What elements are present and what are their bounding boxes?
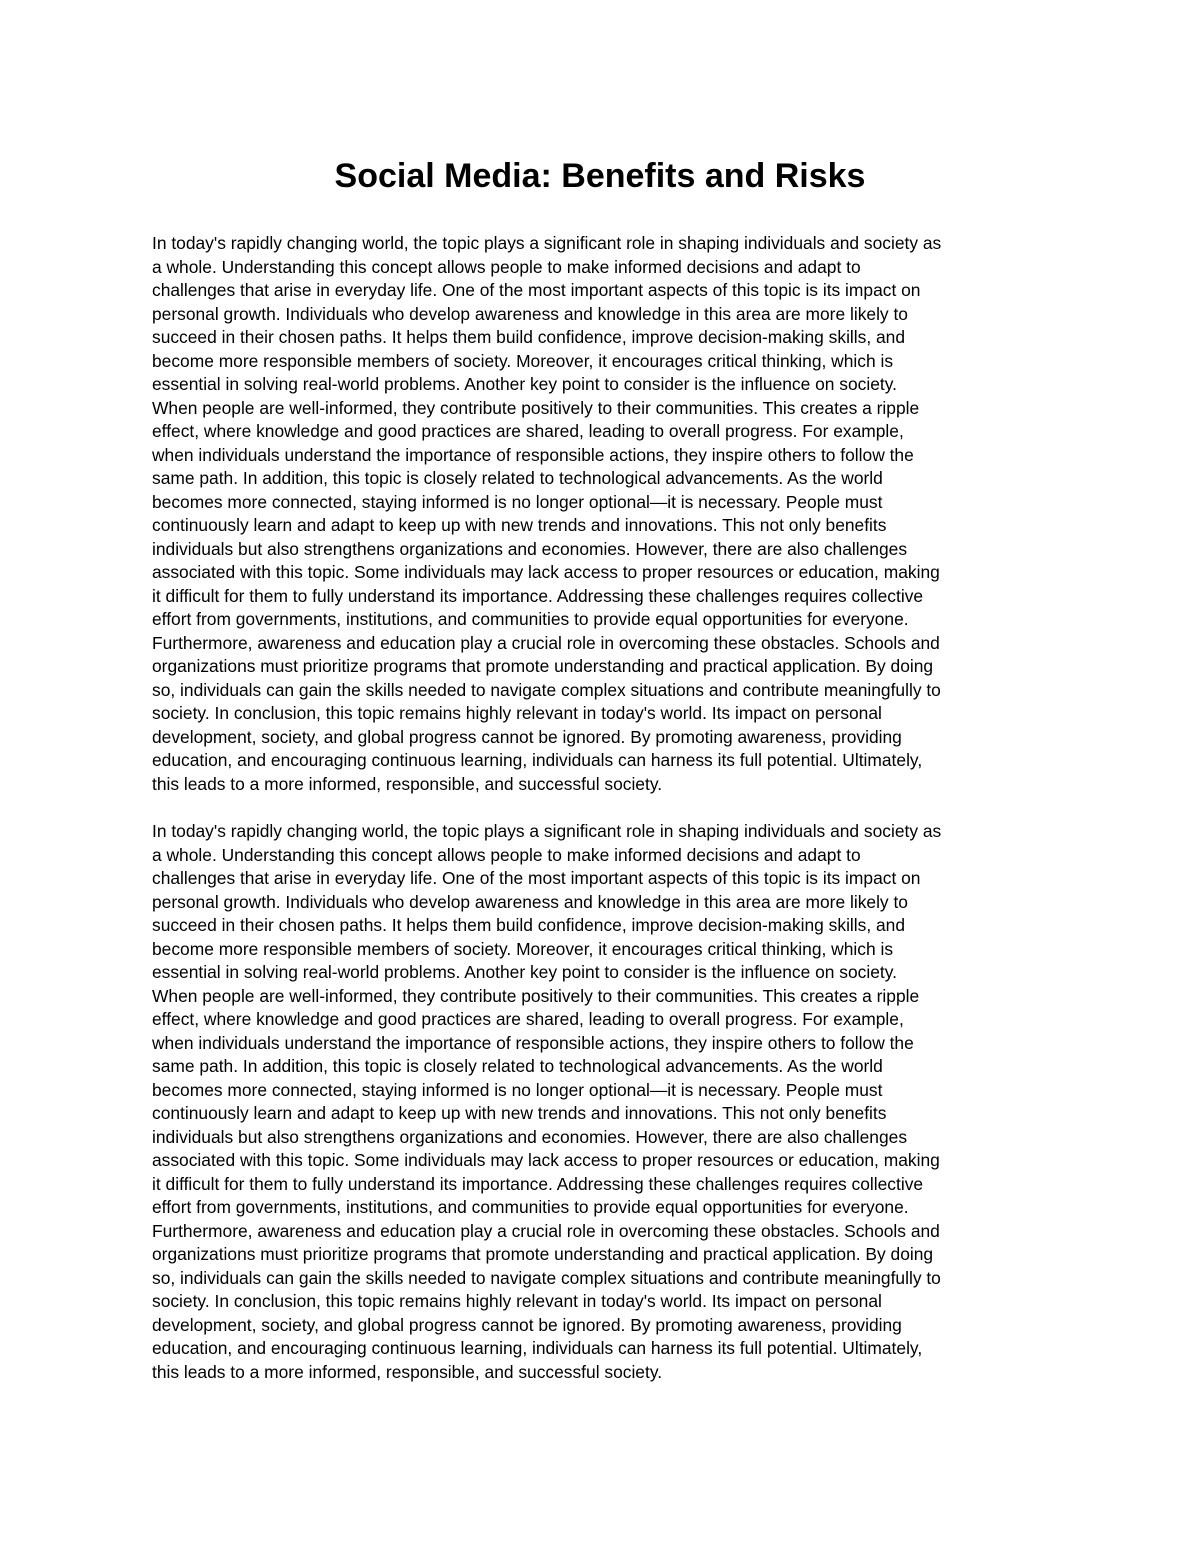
paragraph-line: so, individuals can gain the skills needed to navigate complex situations and contribute meaningfully to	[152, 679, 941, 700]
paragraph-line: society. In conclusion, this topic remains highly relevant in today's world. Its impact on personal	[152, 703, 882, 723]
paragraph-line: when individuals understand the importance of responsible actions, they inspire others to follow the	[152, 1032, 914, 1053]
paragraph-line: continuously learn and adapt to keep up with new trends and innovations. This not only benefits	[152, 1103, 887, 1123]
paragraph-line: When people are well-informed, they contribute positively to their communities. This creates a ripple	[152, 985, 920, 1006]
paragraph-line: challenges that arise in everyday life. One of the most important aspects of this topic is its impact on	[152, 280, 921, 300]
paragraph-line: development, society, and global progress cannot be ignored. By promoting awareness, providing	[152, 1314, 902, 1335]
paragraph-line: this leads to a more informed, responsible, and successful society.	[152, 1361, 663, 1382]
paragraph-line: personal growth. Individuals who develop awareness and knowledge in this area are more likely to	[152, 303, 908, 324]
paragraph-line: In today's rapidly changing world, the topic plays a significant role in shaping individuals and society as	[152, 821, 942, 841]
paragraph-line: Furthermore, awareness and education play a crucial role in overcoming these obstacles. Schools and	[152, 632, 940, 653]
paragraph-line: succeed in their chosen paths. It helps them build confidence, improve decision-making skills, and	[152, 915, 906, 935]
paragraph-line: effect, where knowledge and good practices are shared, leading to overall progress. For example,	[152, 421, 904, 441]
paragraph-line: essential in solving real-world problems. Another key point to consider is the influence on society.	[152, 374, 897, 394]
paragraph-line: When people are well-informed, they contribute positively to their communities. This creates a ripple	[152, 397, 920, 418]
document-title: Social Media: Benefits and Risks	[334, 157, 866, 195]
paragraph-line: continuously learn and adapt to keep up with new trends and innovations. This not only benefits	[152, 515, 887, 535]
paragraph-line: when individuals understand the importance of responsible actions, they inspire others to follow the	[152, 444, 914, 465]
paragraph-line: this leads to a more informed, responsible, and successful society.	[152, 773, 663, 794]
paragraph-line: development, society, and global progress cannot be ignored. By promoting awareness, providing	[152, 726, 902, 747]
paragraph-line: education, and encouraging continuous learning, individuals can harness its full potential. Ultimately,	[152, 1338, 923, 1358]
paragraph-line: Furthermore, awareness and education play a crucial role in overcoming these obstacles. Schools and	[152, 1220, 940, 1241]
paragraph-line: become more responsible members of society. Moreover, it encourages critical thinking, which is	[152, 938, 894, 959]
paragraph-line: succeed in their chosen paths. It helps them build confidence, improve decision-making skills, and	[152, 327, 906, 347]
paragraph-line: In today's rapidly changing world, the topic plays a significant role in shaping individuals and society as	[152, 233, 942, 253]
paragraph-line: effort from governments, institutions, and communities to provide equal opportunities for everyone.	[152, 1197, 909, 1217]
paragraph-line: organizations must prioritize programs that promote understanding and practical application. By doing	[152, 656, 934, 676]
paragraph-line: effort from governments, institutions, and communities to provide equal opportunities for everyone.	[152, 609, 909, 629]
paragraph-line: associated with this topic. Some individuals may lack access to proper resources or education, making	[152, 1150, 940, 1170]
paragraph-line: associated with this topic. Some individuals may lack access to proper resources or education, making	[152, 562, 940, 582]
paragraph-line: society. In conclusion, this topic remains highly relevant in today's world. Its impact on personal	[152, 1291, 882, 1311]
paragraph-line: become more responsible members of society. Moreover, it encourages critical thinking, which is	[152, 350, 894, 371]
paragraph-line: organizations must prioritize programs that promote understanding and practical application. By doing	[152, 1244, 934, 1264]
paragraph-1	[152, 232, 1052, 796]
paragraph-line: individuals but also strengthens organizations and economies. However, there are also challenges	[152, 1126, 908, 1147]
paragraph-line: a whole. Understanding this concept allows people to make informed decisions and adapt to	[152, 844, 861, 865]
paragraph-line: a whole. Understanding this concept allows people to make informed decisions and adapt to	[152, 256, 861, 277]
paragraph-line: becomes more connected, staying informed is no longer optional—it is necessary. People must	[152, 1079, 883, 1100]
paragraph-2	[152, 820, 1052, 1384]
paragraph-line: personal growth. Individuals who develop awareness and knowledge in this area are more likely to	[152, 891, 908, 912]
paragraph-line: individuals but also strengthens organizations and economies. However, there are also challenges	[152, 538, 908, 559]
paragraph-line: same path. In addition, this topic is closely related to technological advancements. As the world	[152, 468, 883, 488]
paragraph-line: challenges that arise in everyday life. One of the most important aspects of this topic is its impact on	[152, 868, 921, 888]
paragraph-line: effect, where knowledge and good practices are shared, leading to overall progress. For example,	[152, 1009, 904, 1029]
paragraph-line: education, and encouraging continuous learning, individuals can harness its full potential. Ultimately,	[152, 750, 923, 770]
paragraph-line: becomes more connected, staying informed is no longer optional—it is necessary. People must	[152, 491, 883, 512]
paragraph-line: essential in solving real-world problems. Another key point to consider is the influence on society.	[152, 962, 897, 982]
paragraph-line: it difficult for them to fully understand its importance. Addressing these challenges requires collective	[152, 1173, 924, 1194]
paragraph-line: so, individuals can gain the skills needed to navigate complex situations and contribute meaningfully to	[152, 1267, 941, 1288]
paragraph-line: same path. In addition, this topic is closely related to technological advancements. As the world	[152, 1056, 883, 1076]
paragraph-line: it difficult for them to fully understand its importance. Addressing these challenges requires collective	[152, 585, 924, 606]
